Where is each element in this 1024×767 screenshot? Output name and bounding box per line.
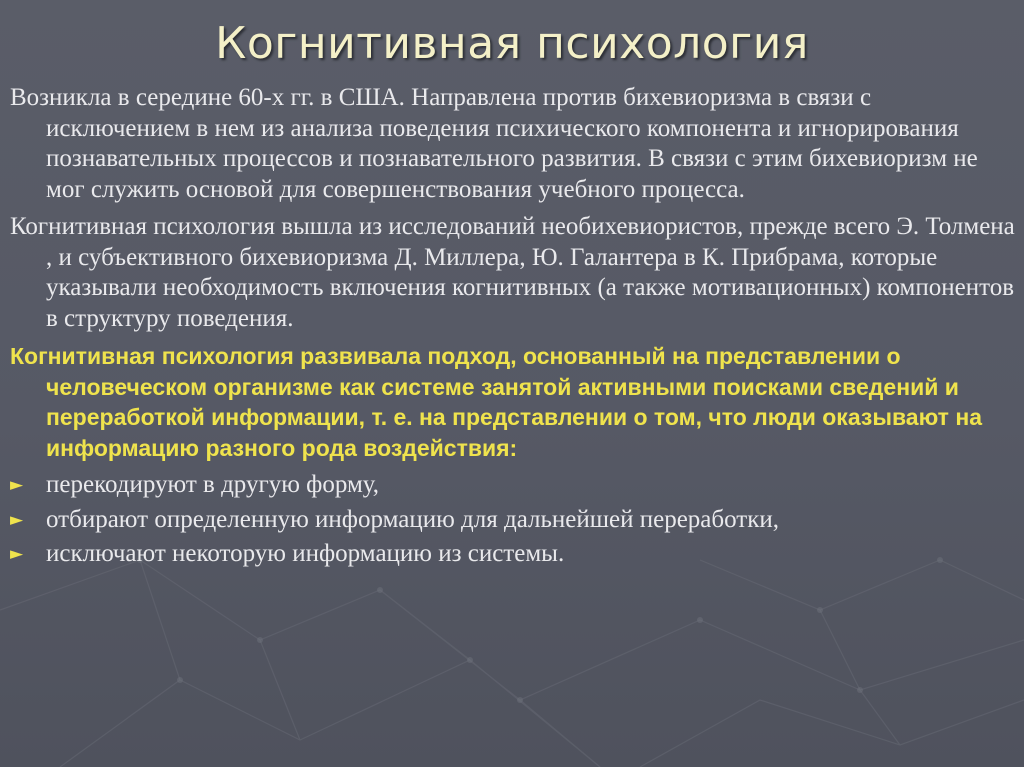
list-item — [10, 539, 1015, 570]
list-item — [10, 470, 1015, 501]
paragraph-roots: Когнитивная психология вышла из исследований необихевиористов, прежде всего Э. Толмена , и субъективного бихевиоризма Д. Миллера, Ю. Галантера в К. Прибрама, которые указывали необходимость включения когнитивных (а также мотивационных) компонентов в структуру поведения. — [10, 213, 1015, 332]
bullet-text: перекодируют в другую форму, — [46, 471, 380, 498]
bullet-list — [10, 470, 1015, 570]
bullet-arrow-icon: ► — [10, 475, 24, 495]
bullet-arrow-icon: ► — [10, 509, 24, 530]
bullet-arrow-icon: ► — [10, 544, 24, 564]
paragraph-approach-highlight: Когнитивная психология развивала подход, основанный на представлении о человеческом организме как системе занятой активными поисками сведений и переработкой информации, т. е. на представлении о том, что люди оказывают на информацию разного рода воздействия: — [10, 343, 983, 461]
slide-body — [10, 83, 1015, 574]
paragraph-origin: Возникла в середине 60-х гг. в США. Направлена против бихевиоризма в связи с исключением в нем из анализа поведения психического компонента и игнорирования познавательных процессов и познавательного развития. В связи с этим бихевиоризм не мог служить основой для совершенствования учебного процесса. — [10, 84, 978, 203]
slide-title: Когнитивная психология — [215, 18, 809, 69]
bullet-text: отбирают определенную информацию для дальнейшей переработки, — [46, 505, 779, 533]
list-item — [10, 505, 1015, 536]
bullet-text: исключают некоторую информацию из системы. — [46, 540, 565, 567]
